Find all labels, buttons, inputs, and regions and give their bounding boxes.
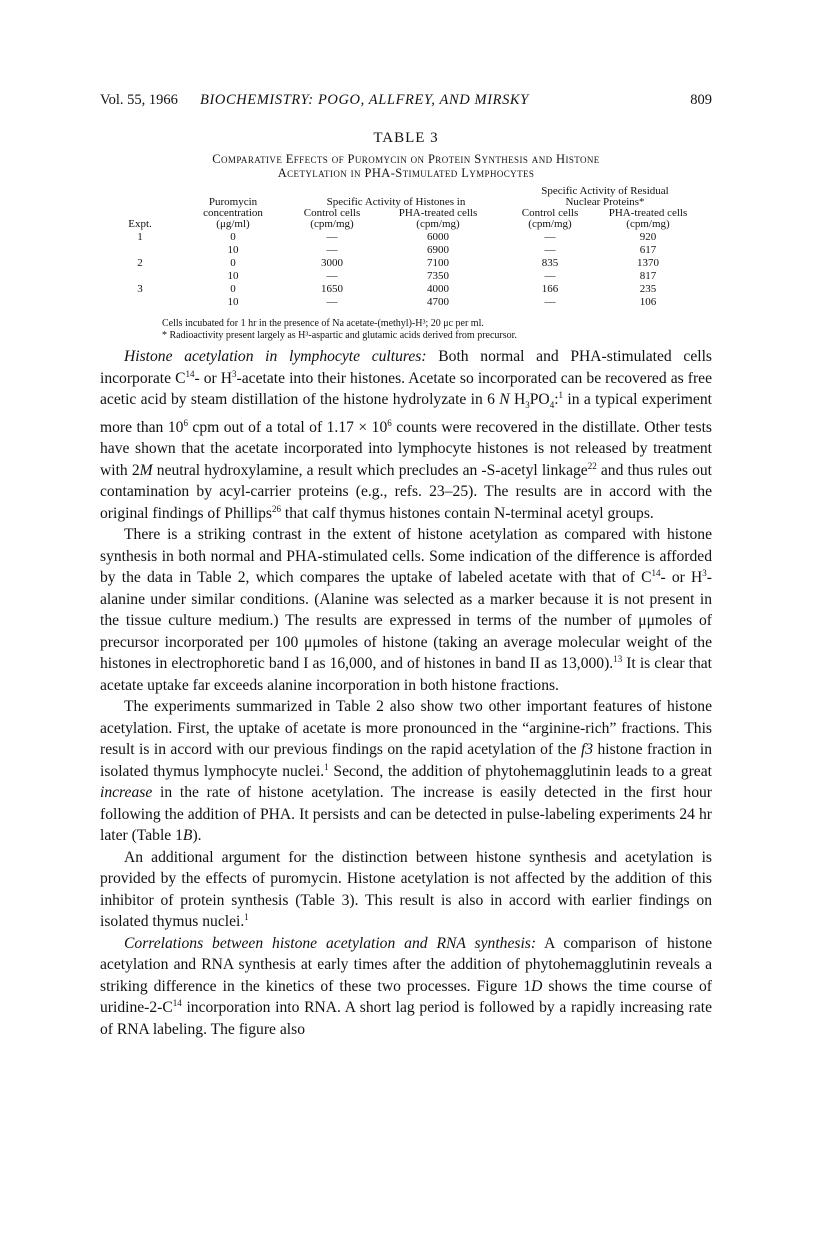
res-pha-cell: 920 <box>639 231 657 243</box>
paragraph: The experiments summarized in Table 2 also show two other important features of histone acetylation. First, the uptake of acetate is more pronounced in the “arginine-rich” fractions. This result is in accord with our previous findings on the rapid acetylation of the f3 histone fraction in isolated thymus lymphocyte nuclei.$^1$ Second, the addition of phytohemagglutinin leads to a great increase in the rate of histone acetylation. The increase is easily detected in the first hour following the addition of PHA. It persists and can be detected in pulse-labeling experiments 24 hr later (Table 1B). <box>100 698 712 845</box>
running-header <box>100 92 712 112</box>
paragraph: Histone acetylation in lymphocyte cultures: Both normal and PHA-stimulated cells incorporate $C^{14}-$ or $H^3$-acetate into their histones. Acetate so incorporated can be recovered as free acetic acid by steam distillation of the histone hydrolyzate in 6 N $H_3PO_4:^1$ in a typical experiment more than $10^6$ cpm out of a total of $1.17 \times 10^6$ counts were recovered in the distillate. Other tests have shown that the acetate incorporated into lymphocyte histones is not released by treatment with 2M neutral hydroxylamine, a result which precludes an -S-acetyl linkage$^{22}$ and thus rules out contamination by acyl-carrier proteins (e.g., refs. 23–25). The results are in accord with the original findings of Phillips$^{26}$ that calf thymus histones contain N-terminal acetyl groups. <box>100 348 713 522</box>
residual-group-header-line2: Nuclear Proteins* <box>565 196 645 208</box>
hist-control-cell: — <box>326 244 338 256</box>
res-control-header: Control cells <box>521 207 579 219</box>
paragraph: Correlations between histone acetylation and RNA synthesis: A comparison of histone acetylation and RNA synthesis at early times after the addition of phytohemagglutinin reveals a striking difference in the kinetics of these two processes. Figure 1D shows the time course of uridine-$2-C^{14}$ incorporation into RNA. A short lag period is followed by a rapidly increasing rate of RNA labeling. The figure also <box>100 934 713 1038</box>
expt-cell: 2 <box>137 257 143 269</box>
res-pha-unit: (cpm/mg) <box>626 218 670 230</box>
res-control-cell: — <box>544 244 556 256</box>
hist-pha-header: PHA-treated cells <box>398 207 478 219</box>
res-control-cell: 166 <box>541 283 559 295</box>
hist-control-unit: (cpm/mg) <box>310 218 354 230</box>
res-pha-header: PHA-treated cells <box>608 207 688 219</box>
puromycin-header-line1: Puromycin <box>208 196 258 208</box>
table-caption-line1: Comparative Effects of Puromycin on Protein Synthesis and Histone <box>212 152 600 166</box>
paragraph: An additional argument for the distinction between histone synthesis and acetylation is provided by the effects of puromycin. Histone acetylation is not affected by the addition of this inhibitor of protein synthesis (Table 3). This result is also in accord with earlier findings on isolated thymus nuclei.$^1$ <box>100 848 712 931</box>
expt-cell: 3 <box>137 283 143 295</box>
expt-header: Expt. <box>128 218 152 230</box>
footnote-ref: 1 <box>324 761 329 772</box>
hist-pha-cell: 7100 <box>427 257 449 269</box>
data-table <box>118 186 700 314</box>
table-caption <box>130 152 682 180</box>
hist-control-header: Control cells <box>303 207 361 219</box>
hist-control-cell: — <box>326 296 338 308</box>
footnote-ref: 1 <box>244 911 249 922</box>
puromycin-cell: 0 <box>230 231 236 243</box>
residual-group-header-line1: Specific Activity of Residual <box>541 185 669 197</box>
puromycin-cell: 10 <box>227 244 239 256</box>
footnote-ref: 13 <box>613 653 623 664</box>
puromycin-cell: 0 <box>230 283 236 295</box>
table-note: Cells incubated for 1 hr in the presence of Na acetate-(methyl)-H³; 20 μc per ml. <box>162 318 484 329</box>
res-control-cell: — <box>544 270 556 282</box>
paragraph-heading: Correlations between histone acetylation and RNA synthesis: <box>124 934 537 952</box>
table-notes <box>162 318 722 341</box>
puromycin-cell: 10 <box>227 296 239 308</box>
res-control-cell: 835 <box>541 257 559 269</box>
hist-pha-cell: 4000 <box>427 283 449 295</box>
paragraph-heading: Histone acetylation in lymphocyte cultures: <box>124 348 427 365</box>
histones-group-header: Specific Activity of Histones in <box>326 196 466 208</box>
res-pha-cell: 817 <box>639 270 657 282</box>
hist-pha-cell: 6000 <box>427 231 449 243</box>
res-pha-cell: 1370 <box>637 257 659 269</box>
hist-control-cell: 3000 <box>321 257 343 269</box>
page-number: 809 <box>690 92 712 108</box>
hist-control-cell: 1650 <box>321 283 343 295</box>
journal-authors: BIOCHEMISTRY: POGO, ALLFREY, AND MIRSKY <box>200 92 529 108</box>
res-control-cell: — <box>544 296 556 308</box>
table-footnote: * Radioactivity present largely as H³-aspartic and glutamic acids derived from precursor. <box>162 329 517 341</box>
hist-control-cell: — <box>326 270 338 282</box>
footnote-ref: 1 <box>558 389 564 400</box>
hist-pha-unit: (cpm/mg) <box>416 218 460 230</box>
volume-label: Vol. 55, 1966 <box>100 92 178 108</box>
res-pha-cell: 617 <box>639 244 657 256</box>
body-text <box>100 346 712 1040</box>
res-control-unit: (cpm/mg) <box>528 218 572 230</box>
puromycin-header-line3: (μg/ml) <box>216 218 250 230</box>
footnote-ref: 26 <box>271 503 281 514</box>
res-pha-cell: 235 <box>639 283 657 295</box>
res-pha-cell: 106 <box>639 296 657 308</box>
hist-pha-cell: 6900 <box>427 244 449 256</box>
expt-cell: 1 <box>137 231 143 243</box>
res-control-cell: — <box>544 231 556 243</box>
puromycin-header-line2: concentration <box>203 207 263 219</box>
table-caption-line2: Acetylation in PHA-Stimulated Lymphocytes <box>277 166 535 180</box>
paragraph: There is a striking contrast in the extent of histone acetylation as compared with histone synthesis in both normal and PHA-stimulated cells. Some indication of the difference is afforded by the data in Table 2, which compares the uptake of labeled acetate with that of $C^{14}-$ or $H^3$-alanine under similar conditions. (Alanine was selected as a marker because it is not present in the tissue culture medium.) The results are expressed in terms of the number of μμmoles of precursor incorporated per 100 μμmoles of histone (taking an average molecular weight of the histones in electrophoretic band I as 16,000, and of histones in band II as 13,000).$^{13}$ It is clear that acetate uptake far exceeds alanine incorporation in both histone fractions. <box>100 526 712 694</box>
table-title: TABLE 3 <box>373 130 439 146</box>
hist-pha-cell: 4700 <box>427 296 449 308</box>
footnote-ref: 22 <box>587 460 597 471</box>
puromycin-cell: 0 <box>230 257 236 269</box>
hist-control-cell: — <box>326 231 338 243</box>
hist-pha-cell: 7350 <box>427 270 449 282</box>
puromycin-cell: 10 <box>227 270 239 282</box>
